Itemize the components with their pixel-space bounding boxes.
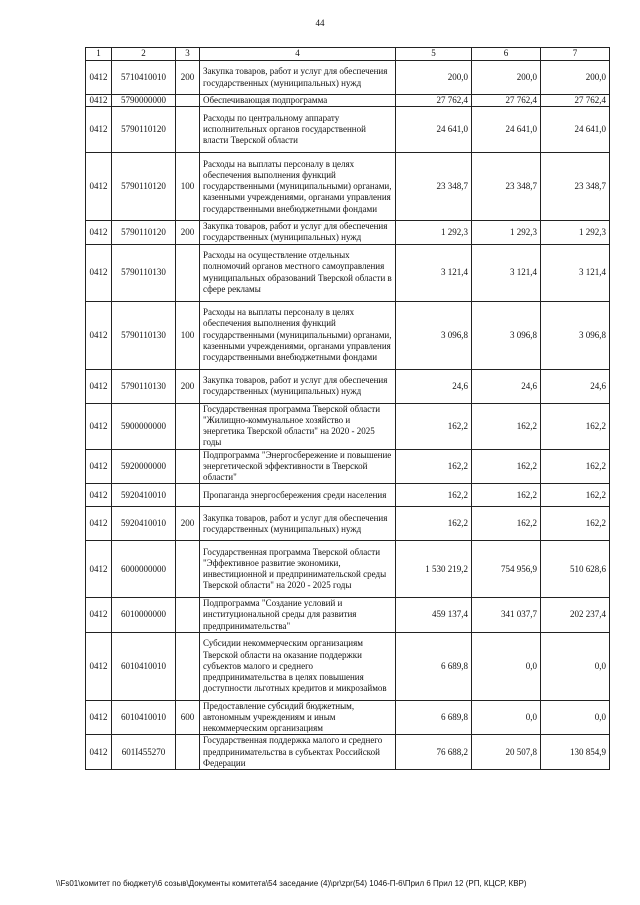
- amount-year1-cell: 162,2: [396, 484, 472, 507]
- amount-year2-cell: 341 037,7: [472, 598, 541, 633]
- target-article-cell: 5790000000: [112, 95, 176, 107]
- budget-table: [85, 47, 610, 770]
- table-row: [86, 735, 610, 770]
- section-code-cell: 0412: [86, 598, 112, 633]
- amount-year2-cell: 3 121,4: [472, 244, 541, 301]
- description-cell: Обеспечивающая подпрограмма: [200, 95, 396, 107]
- expense-type-cell: 200: [176, 61, 200, 95]
- amount-year1-cell: 200,0: [396, 61, 472, 95]
- table-row: [86, 153, 610, 221]
- header-cell: 6: [472, 48, 541, 61]
- description-cell: Расходы на выплаты персоналу в целях обеспечения выполнения функций государственными (муниципальными) органами, казенными учреждениями, органами управления государственными внебюджетными фондами: [200, 301, 396, 369]
- amount-year3-cell: 510 628,6: [541, 541, 610, 598]
- target-article-cell: 5790110120: [112, 153, 176, 221]
- amount-year1-cell: 23 348,7: [396, 153, 472, 221]
- section-code-cell: 0412: [86, 221, 112, 244]
- section-code-cell: 0412: [86, 107, 112, 153]
- description-cell: Субсидии некоммерческим организациям Тверской области на оказание поддержки субъектов малого и среднего предпринимательства в целях повышения доступности льготных кредитов и микрозаймов: [200, 632, 396, 700]
- table-row: [86, 301, 610, 369]
- amount-year1-cell: 459 137,4: [396, 598, 472, 633]
- amount-year1-cell: 24 641,0: [396, 107, 472, 153]
- section-code-cell: 0412: [86, 700, 112, 735]
- amount-year2-cell: 0,0: [472, 700, 541, 735]
- section-code-cell: 0412: [86, 632, 112, 700]
- section-code-cell: 0412: [86, 369, 112, 403]
- amount-year3-cell: 3 096,8: [541, 301, 610, 369]
- amount-year1-cell: 162,2: [396, 507, 472, 541]
- amount-year2-cell: 1 292,3: [472, 221, 541, 244]
- amount-year3-cell: 202 237,4: [541, 598, 610, 633]
- amount-year2-cell: 27 762,4: [472, 95, 541, 107]
- table-row: [86, 507, 610, 541]
- amount-year2-cell: 162,2: [472, 403, 541, 449]
- target-article-cell: 601I455270: [112, 735, 176, 770]
- expense-type-cell: 100: [176, 301, 200, 369]
- amount-year3-cell: 24,6: [541, 369, 610, 403]
- expense-type-cell: 200: [176, 507, 200, 541]
- amount-year3-cell: 23 348,7: [541, 153, 610, 221]
- amount-year3-cell: 1 292,3: [541, 221, 610, 244]
- description-cell: Государственная программа Тверской области "Эффективное развитие экономики, инвестиционной и предпринимательской среды Тверской области" на 2020 - 2025 годы: [200, 541, 396, 598]
- expense-type-cell: [176, 449, 200, 484]
- amount-year2-cell: 162,2: [472, 484, 541, 507]
- target-article-cell: 5790110120: [112, 221, 176, 244]
- table-row: [86, 369, 610, 403]
- amount-year2-cell: 3 096,8: [472, 301, 541, 369]
- amount-year3-cell: 3 121,4: [541, 244, 610, 301]
- target-article-cell: 6010000000: [112, 598, 176, 633]
- amount-year3-cell: 162,2: [541, 403, 610, 449]
- table-row: [86, 700, 610, 735]
- description-cell: Закупка товаров, работ и услуг для обеспечения государственных (муниципальных) нужд: [200, 61, 396, 95]
- amount-year3-cell: 24 641,0: [541, 107, 610, 153]
- amount-year2-cell: 0,0: [472, 632, 541, 700]
- section-code-cell: 0412: [86, 484, 112, 507]
- header-cell: 7: [541, 48, 610, 61]
- expense-type-cell: [176, 541, 200, 598]
- amount-year3-cell: 130 854,9: [541, 735, 610, 770]
- description-cell: Государственная программа Тверской области "Жилищно-коммунальное хозяйство и энергетика Тверской области" на 2020 - 2025 годы: [200, 403, 396, 449]
- expense-type-cell: [176, 107, 200, 153]
- expense-type-cell: 100: [176, 153, 200, 221]
- footer-file-path: \\Fs01\комитет по бюджету\6 созыв\Документы комитета\54 заседание (4)\pr\zpr(54) 1046-П-6\Прил 6 Прил 12 (РП, КЦСР, КВР): [56, 879, 527, 888]
- description-cell: Подпрограмма "Создание условий и институциональной среды для развития предпринимательства": [200, 598, 396, 633]
- target-article-cell: 5790110130: [112, 301, 176, 369]
- description-cell: Подпрограмма "Энергосбережение и повышение энергетической эффективности в Тверской области": [200, 449, 396, 484]
- expense-type-cell: [176, 598, 200, 633]
- amount-year1-cell: 6 689,8: [396, 632, 472, 700]
- header-cell: 4: [200, 48, 396, 61]
- amount-year3-cell: 27 762,4: [541, 95, 610, 107]
- target-article-cell: 6000000000: [112, 541, 176, 598]
- header-cell: 5: [396, 48, 472, 61]
- section-code-cell: 0412: [86, 403, 112, 449]
- target-article-cell: 6010410010: [112, 632, 176, 700]
- table-row: [86, 61, 610, 95]
- table-row: [86, 449, 610, 484]
- section-code-cell: 0412: [86, 541, 112, 598]
- table-row: [86, 107, 610, 153]
- amount-year3-cell: 200,0: [541, 61, 610, 95]
- amount-year1-cell: 1 292,3: [396, 221, 472, 244]
- expense-type-cell: [176, 632, 200, 700]
- expense-type-cell: [176, 244, 200, 301]
- amount-year2-cell: 24,6: [472, 369, 541, 403]
- amount-year1-cell: 3 121,4: [396, 244, 472, 301]
- description-cell: Государственная поддержка малого и среднего предпринимательства в субъектах Российской Федерации: [200, 735, 396, 770]
- section-code-cell: 0412: [86, 449, 112, 484]
- table-row: [86, 403, 610, 449]
- amount-year3-cell: 162,2: [541, 507, 610, 541]
- amount-year1-cell: 162,2: [396, 449, 472, 484]
- target-article-cell: 5900000000: [112, 403, 176, 449]
- amount-year1-cell: 76 688,2: [396, 735, 472, 770]
- description-cell: Расходы по центральному аппарату исполнительных органов государственной власти Тверской области: [200, 107, 396, 153]
- amount-year1-cell: 24,6: [396, 369, 472, 403]
- table-row: [86, 244, 610, 301]
- amount-year3-cell: 162,2: [541, 449, 610, 484]
- amount-year2-cell: 20 507,8: [472, 735, 541, 770]
- description-cell: Закупка товаров, работ и услуг для обеспечения государственных (муниципальных) нужд: [200, 507, 396, 541]
- target-article-cell: 5710410010: [112, 61, 176, 95]
- amount-year3-cell: 162,2: [541, 484, 610, 507]
- amount-year2-cell: 754 956,9: [472, 541, 541, 598]
- target-article-cell: 5920410010: [112, 507, 176, 541]
- amount-year1-cell: 3 096,8: [396, 301, 472, 369]
- target-article-cell: 6010410010: [112, 700, 176, 735]
- table-row: [86, 598, 610, 633]
- amount-year1-cell: 6 689,8: [396, 700, 472, 735]
- page-number: 44: [315, 18, 325, 28]
- description-cell: Закупка товаров, работ и услуг для обеспечения государственных (муниципальных) нужд: [200, 221, 396, 244]
- expense-type-cell: [176, 735, 200, 770]
- amount-year1-cell: 1 530 219,2: [396, 541, 472, 598]
- target-article-cell: 5790110120: [112, 107, 176, 153]
- section-code-cell: 0412: [86, 61, 112, 95]
- expense-type-cell: 200: [176, 221, 200, 244]
- section-code-cell: 0412: [86, 95, 112, 107]
- amount-year1-cell: 27 762,4: [396, 95, 472, 107]
- amount-year2-cell: 23 348,7: [472, 153, 541, 221]
- expense-type-cell: [176, 403, 200, 449]
- expense-type-cell: 600: [176, 700, 200, 735]
- description-cell: Предоставление субсидий бюджетным, автономным учреждениям и иным некоммерческим организациям: [200, 700, 396, 735]
- description-cell: Пропаганда энергосбережения среди населения: [200, 484, 396, 507]
- amount-year2-cell: 24 641,0: [472, 107, 541, 153]
- amount-year3-cell: 0,0: [541, 700, 610, 735]
- section-code-cell: 0412: [86, 244, 112, 301]
- target-article-cell: 5920410010: [112, 484, 176, 507]
- target-article-cell: 5920000000: [112, 449, 176, 484]
- description-cell: Расходы на выплаты персоналу в целях обеспечения выполнения функций государственными (муниципальными) органами, казенными учреждениями, органами управления государственными внебюджетными фондами: [200, 153, 396, 221]
- amount-year3-cell: 0,0: [541, 632, 610, 700]
- amount-year1-cell: 162,2: [396, 403, 472, 449]
- table-row: [86, 221, 610, 244]
- amount-year2-cell: 200,0: [472, 61, 541, 95]
- expense-type-cell: 200: [176, 369, 200, 403]
- expense-type-cell: [176, 484, 200, 507]
- target-article-cell: 5790110130: [112, 369, 176, 403]
- description-cell: Расходы на осуществление отдельных полномочий органов местного самоуправления муниципальных образований Тверской области в сфере рекламы: [200, 244, 396, 301]
- section-code-cell: 0412: [86, 507, 112, 541]
- section-code-cell: 0412: [86, 153, 112, 221]
- table-header-row: [86, 48, 610, 61]
- description-cell: Закупка товаров, работ и услуг для обеспечения государственных (муниципальных) нужд: [200, 369, 396, 403]
- section-code-cell: 0412: [86, 301, 112, 369]
- header-cell: 3: [176, 48, 200, 61]
- table-row: [86, 484, 610, 507]
- header-cell: 1: [86, 48, 112, 61]
- table-row: [86, 632, 610, 700]
- table-row: [86, 95, 610, 107]
- amount-year2-cell: 162,2: [472, 449, 541, 484]
- target-article-cell: 5790110130: [112, 244, 176, 301]
- section-code-cell: 0412: [86, 735, 112, 770]
- table-row: [86, 541, 610, 598]
- header-cell: 2: [112, 48, 176, 61]
- amount-year2-cell: 162,2: [472, 507, 541, 541]
- expense-type-cell: [176, 95, 200, 107]
